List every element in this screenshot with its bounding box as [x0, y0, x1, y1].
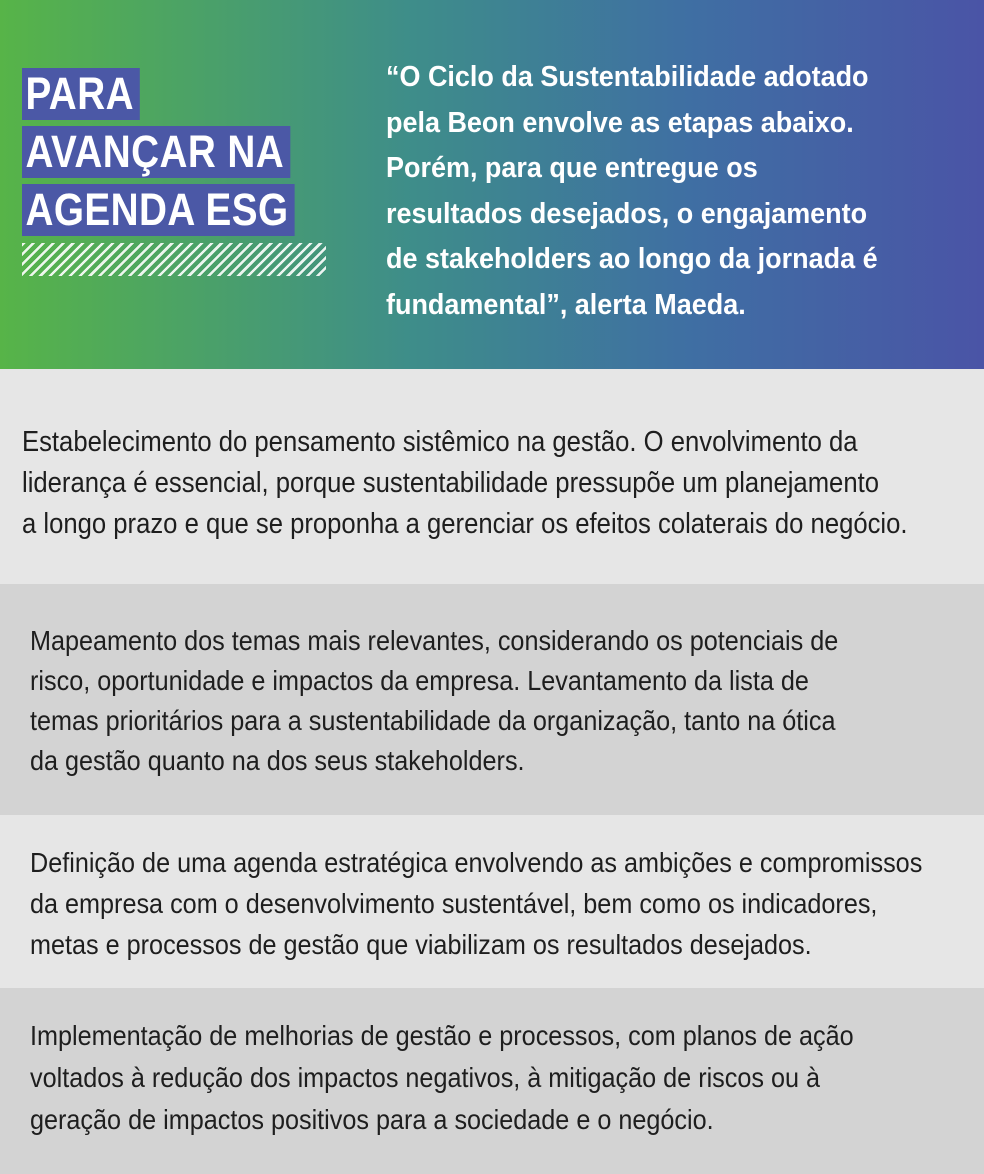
step-line: temas prioritários para a sustentabilidade da organização, tanto na ótica	[30, 705, 836, 736]
step-line: liderança é essencial, porque sustentabilidade pressupõe um planejamento	[22, 467, 879, 499]
headline	[22, 68, 332, 242]
step-line: voltados à redução dos impactos negativos, à mitigação de riscos ou à	[30, 1062, 821, 1093]
step-1-band	[0, 369, 984, 584]
step-2-text	[30, 621, 838, 781]
stripe-decoration	[22, 243, 326, 276]
header-banner	[0, 0, 984, 369]
headline-line-3: AGENDA ESG	[22, 184, 295, 236]
step-1-text	[22, 422, 908, 545]
step-3-text	[30, 842, 922, 965]
step-line: risco, oportunidade e impactos da empresa. Levantamento da lista de	[30, 665, 809, 696]
step-line: da gestão quanto na dos seus stakeholders.	[30, 745, 525, 776]
step-line: a longo prazo e que se proponha a gerenciar os efeitos colaterais do negócio.	[22, 508, 908, 540]
step-line: Definição de uma agenda estratégica envolvendo as ambições e compromissos	[30, 847, 923, 878]
step-line: Mapeamento dos temas mais relevantes, considerando os potenciais de	[30, 625, 839, 656]
headline-line-1: PARA	[22, 68, 140, 120]
quote-line: pela Beon envolve as etapas abaixo.	[386, 106, 854, 139]
step-4-band	[0, 988, 984, 1174]
step-line: metas e processos de gestão que viabilizam os resultados desejados.	[30, 929, 812, 960]
quote	[386, 55, 907, 328]
quote-line: “O Ciclo da Sustentabilidade adotado	[386, 61, 869, 93]
step-line: da empresa com o desenvolvimento sustentável, bem como os indicadores,	[30, 888, 878, 919]
quote-line: Porém, para que entregue os	[386, 152, 758, 184]
headline-line-2: AVANÇAR NA	[22, 126, 290, 178]
quote-line: fundamental”, alerta Maeda.	[386, 288, 746, 321]
step-line: Estabelecimento do pensamento sistêmico na gestão. O envolvimento da	[22, 426, 858, 458]
quote-line: resultados desejados, o engajamento	[386, 197, 868, 230]
step-2-band	[0, 584, 984, 815]
step-3-band	[0, 815, 984, 988]
step-4-text	[30, 1015, 854, 1141]
step-line: geração de impactos positivos para a sociedade e o negócio.	[30, 1104, 714, 1135]
quote-line: de stakeholders ao longo da jornada é	[386, 243, 878, 275]
step-line: Implementação de melhorias de gestão e processos, com planos de ação	[30, 1020, 854, 1051]
